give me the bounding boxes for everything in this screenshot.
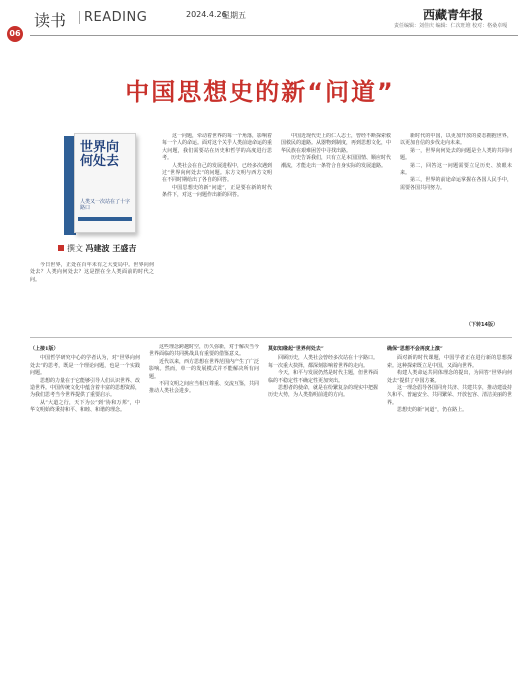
- newspaper-name: 西藏青年报: [423, 8, 484, 22]
- paragraph: 这些理念跨越时空，历久弥新，对于解决当今世界面临的共同挑战具有重要的借鉴意义。: [149, 344, 259, 358]
- book-title: 世界向何处去: [80, 140, 120, 169]
- paragraph: 今天，和平与发展仍然是时代主题，但世界面临的不稳定性不确定性更加突出。: [268, 370, 378, 384]
- article-column-2: [281, 133, 391, 330]
- book-cover-image: [60, 133, 156, 243]
- paragraph: 这一问题，牵动着世界的每一个角落，影响着每一个人的命运。面对这个关乎人类前途命运的重大问题，我们需要站在历史和哲学的高度进行思考。: [162, 133, 272, 162]
- article-column-5: [149, 344, 259, 686]
- paragraph: 人类社会在自己的发展进程中，已经多次遇到过“世界向何处去”的问题。东方文明与西方文明在不同时期给出了各自的回答。: [162, 162, 272, 184]
- byline-author: 冯建波 王盛吉: [85, 244, 137, 253]
- section-divider: [79, 11, 80, 24]
- masthead-rule: [30, 35, 518, 36]
- book-subtitle: 人类又一次站在了十字路口: [80, 199, 131, 211]
- paragraph: 思想的力量在于它能够引导人们认识世界、改造世界。中国传统文化中蕴含着丰富的思想资源，为我们思考当今世界提供了重要启示。: [30, 377, 140, 399]
- article-column-3: [400, 133, 512, 330]
- issue-date: 2024.4.26: [186, 10, 227, 19]
- article-lead-column: [30, 262, 154, 330]
- paragraph: 近代以来，西方思想在世界范围内产生了广泛影响。然而，单一的发展模式并不能解决所有问题。: [149, 358, 259, 380]
- paragraph: 新时代的中国，以更加开放的姿态拥抱世界，以更加自信的步伐走向未来。: [400, 133, 512, 147]
- paragraph: 第二，回答这一问题需要立足历史、放眼未来。: [400, 162, 512, 177]
- paragraph: 这一理念倡导各国同舟共济、共建共享，推动建设持久和平、普遍安全、共同繁荣、开放包容、清洁美丽的世界。: [387, 385, 512, 406]
- page-number-badge: 06: [7, 26, 23, 42]
- paragraph: 第三，世界的前途命运掌握在各国人民手中，需要各国共同努力。: [400, 177, 512, 191]
- byline-prefix: 撰文: [67, 244, 83, 253]
- section-rule: [30, 337, 512, 338]
- subheading: 确保“思想不会再度上演”: [387, 346, 443, 352]
- paragraph: 从“大道之行，天下为公”到“协和万邦”，中华文明始终秉持和平、和睦、和谐的理念。: [30, 399, 140, 414]
- continued-note: （下转14版）: [466, 322, 498, 328]
- paragraph: 中国哲学研究中心的学者认为，对“世界向何处去”的思考，既是一个理论问题，也是一个实践问题。: [30, 355, 140, 377]
- byline-marker-icon: [58, 245, 64, 251]
- article-column-1: [162, 133, 272, 330]
- paragraph: 中国近现代史上的仁人志士，曾经不断探索救国救民的道路。从器物到制度，再到思想文化，中华民族在艰难困苦中寻找出路。: [281, 133, 391, 154]
- paragraph: 中国思想史的新“问道”，正是要在新的时代条件下，对这一问题作出新的回答。: [162, 184, 272, 199]
- paragraph: 构建人类命运共同体理念的提出，为回答“世界向何处去”提供了中国方案。: [387, 370, 512, 384]
- book-decor-bar: [78, 217, 132, 221]
- paragraph: 面对新的时代课题，中国学者正在进行新的思想探索。这种探索既立足中国，又面向世界。: [387, 355, 512, 369]
- section-title-en: READING: [84, 10, 148, 25]
- continued-from-label: （上接1版）: [30, 346, 59, 352]
- paragraph: 第一，世界向何处去的问题是全人类的共同问题。: [400, 147, 512, 162]
- paragraph: 不同文明之间应当相互尊重、交流互鉴，共同推动人类社会进步。: [149, 381, 259, 395]
- article-column-4: [30, 344, 140, 686]
- paragraph: 思想者的使命，就是在纷繁复杂的现实中把握历史大势，为人类指明前进的方向。: [268, 385, 378, 399]
- article-column-7: [387, 344, 512, 686]
- issue-weekday: 星期五: [222, 11, 246, 20]
- section-title: 读书: [34, 11, 67, 30]
- article-column-6: [268, 344, 378, 686]
- article-headline: 中国思想史的新“问道”: [125, 78, 395, 106]
- paragraph: 思想史的新“问道”，仍在路上。: [397, 407, 468, 414]
- paragraph: 历史告诉我们，只有立足本国国情、顺应时代潮流，才能走出一条符合自身实际的发展道路。: [281, 155, 391, 169]
- byline: [58, 243, 136, 254]
- masthead: [0, 0, 520, 46]
- paragraph: 回顾历史，人类社会曾经多次站在十字路口。每一次重大抉择，都深刻影响着世界的走向。: [268, 355, 378, 369]
- editor-credits: 责任编辑：刘佳庆 编辑：仁次旺堆 校对：格桑卓嘎: [394, 23, 508, 29]
- paragraph: 今日世界，正处在百年未有之大变局中。世界向何处去？人类向何处去？这是摆在全人类面前的时代之问。: [30, 262, 154, 283]
- subheading: 莫如知缘起“世界何处去”: [268, 346, 324, 352]
